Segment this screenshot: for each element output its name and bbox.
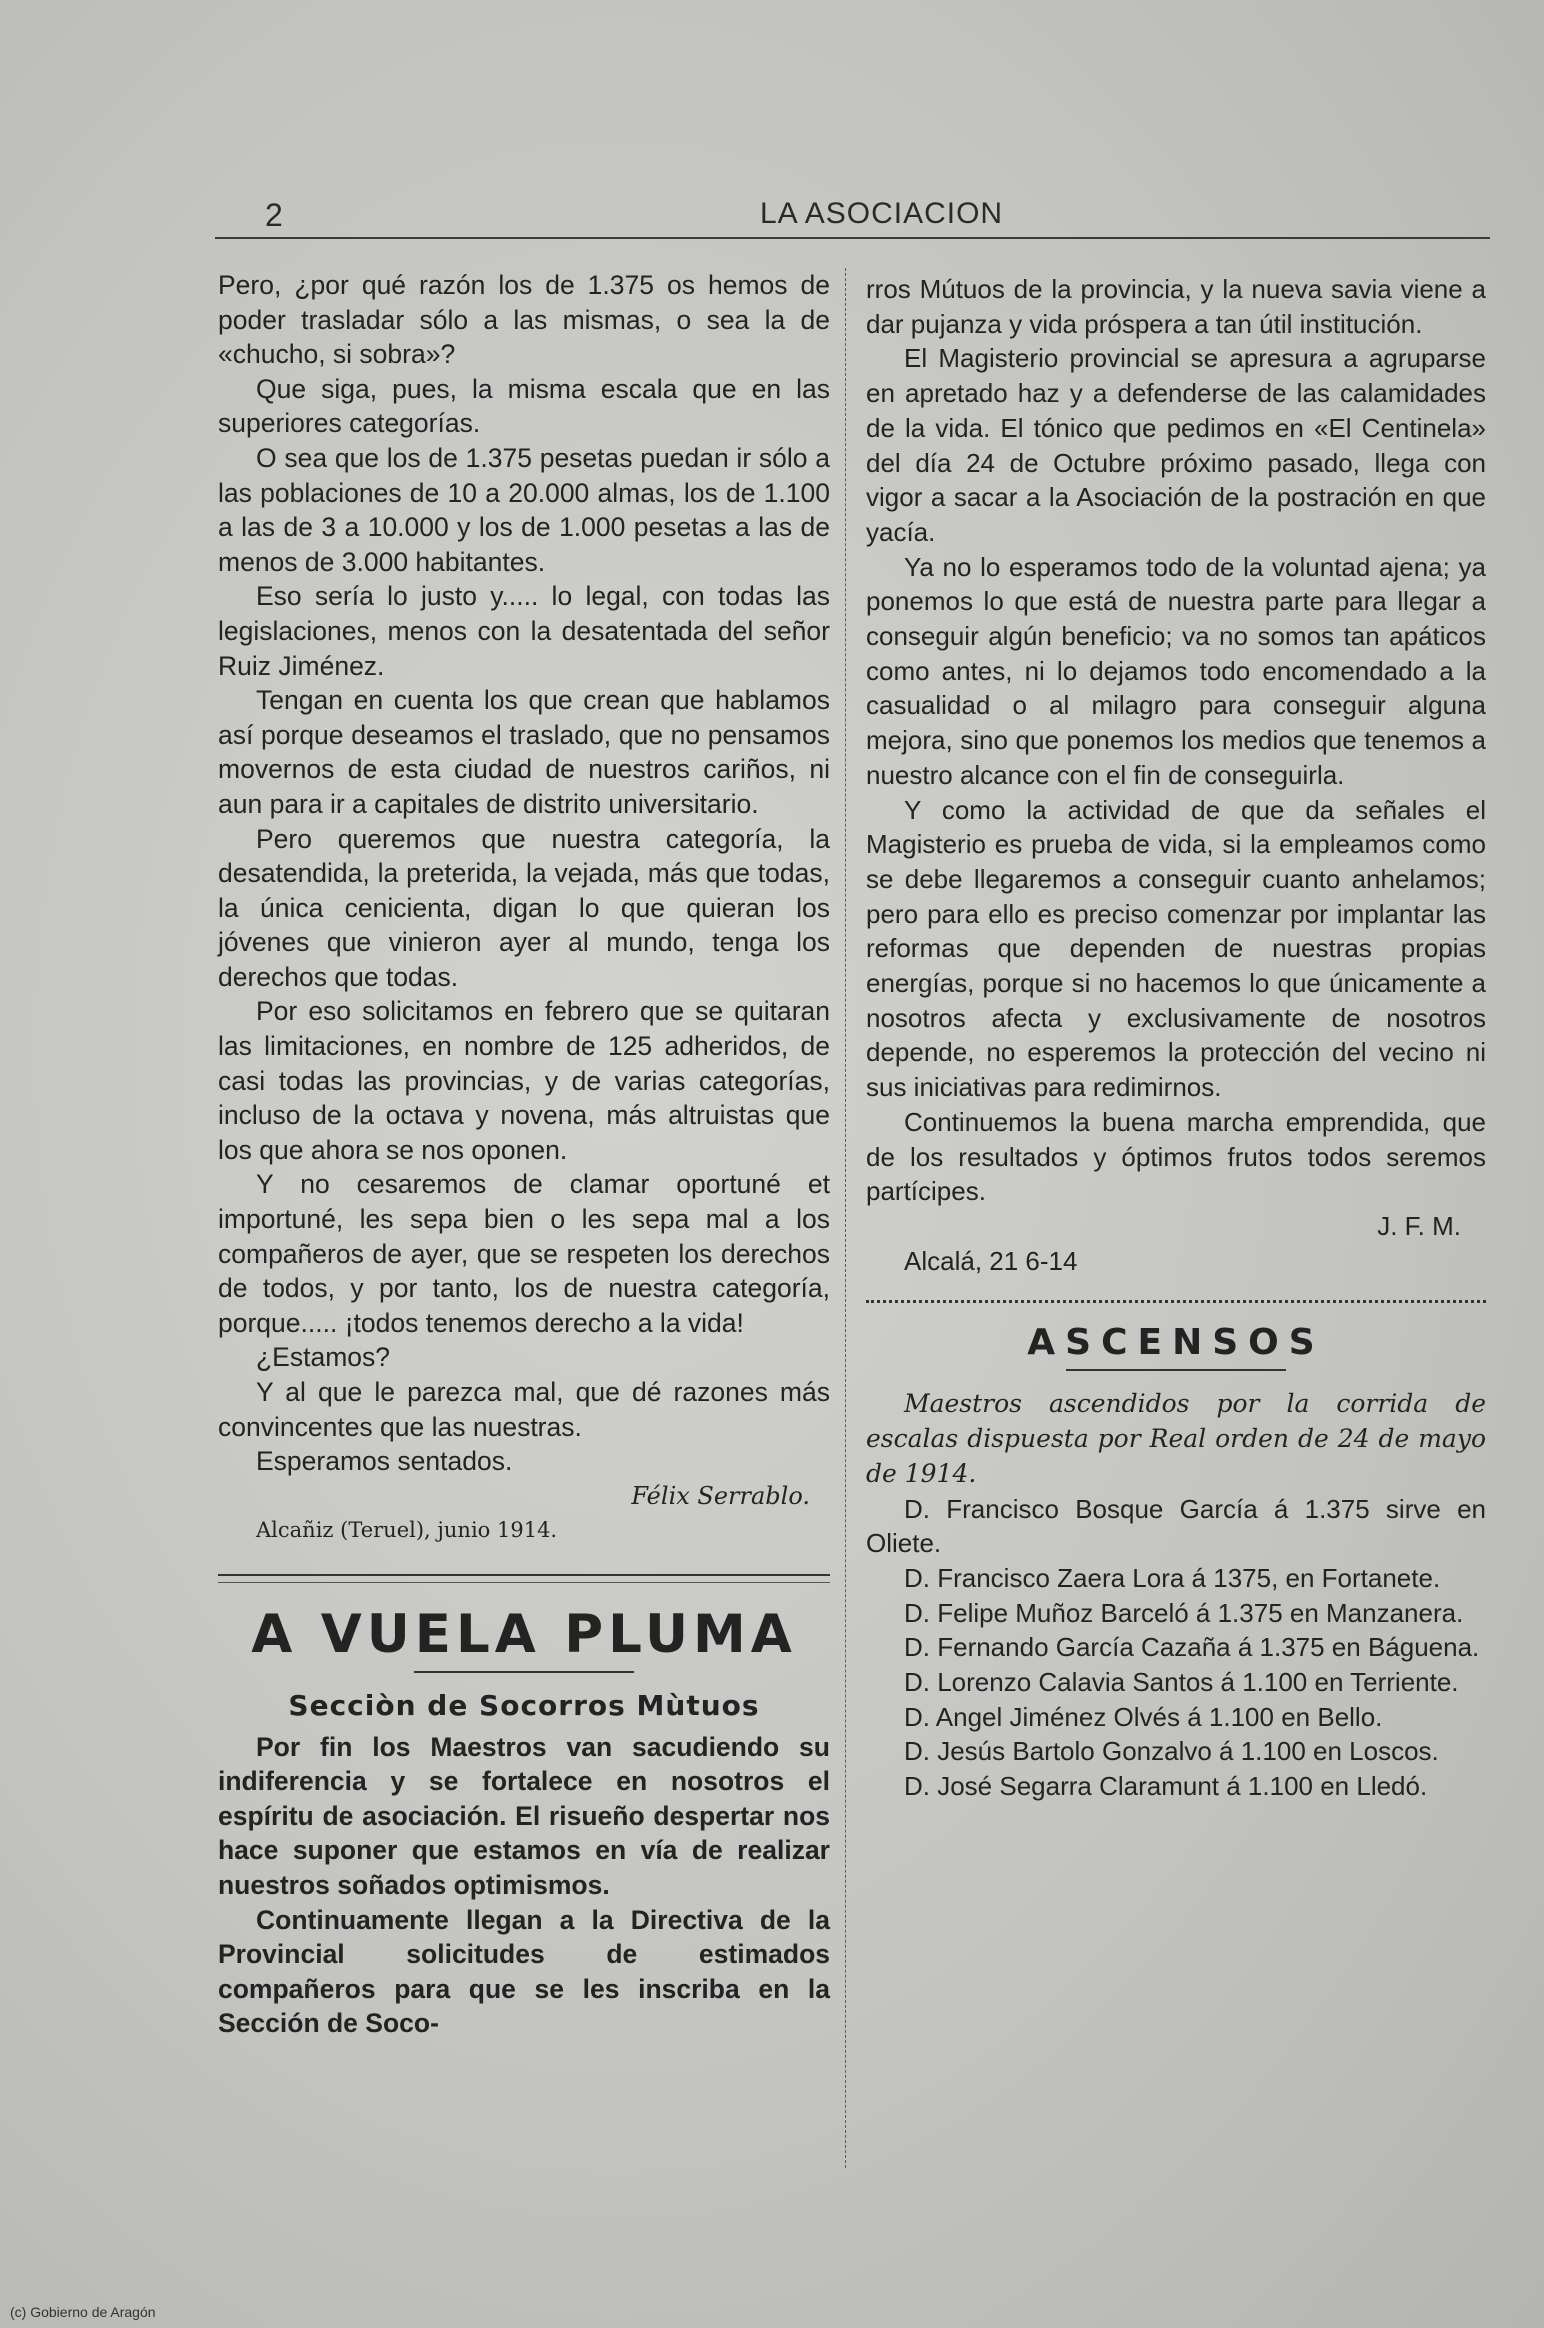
article-paragraph: Continuemos la buena marcha emprendida, que de los resultados y óptimos frutos todos seremos partícipes.	[866, 1106, 1486, 1207]
article-paragraph: rros Mútuos de la provincia, y la nueva savia viene a dar pujanza y vida próspera a tan útil institución.	[866, 274, 1486, 339]
list-item: D. Jesús Bartolo Gonzalvo á 1.100 en Loscos.	[904, 1736, 1439, 1767]
article-paragraph: Continuamente llegan a la Directiva de la Provincial solicitudes de estimados compañeros para que se les inscriba en la Sección de Soco-	[218, 1904, 830, 2039]
page-header	[215, 197, 1490, 247]
section-divider	[866, 1300, 1486, 1303]
left-column	[218, 268, 830, 2041]
title-underline	[414, 1671, 634, 1673]
article-signature: Félix Serrablo.	[631, 1481, 810, 1510]
list-item: D. Fernando García Cazaña á 1.375 en Báguena.	[904, 1632, 1480, 1663]
article-initials: J. F. M.	[1377, 1210, 1461, 1241]
list-item: D. Felipe Muñoz Barceló á 1.375 en Manzanera.	[904, 1597, 1464, 1628]
list-item: D. Francisco Bosque García á 1.375 sirve en Oliete.	[866, 1493, 1486, 1559]
list-item: D. Angel Jiménez Olvés á 1.100 en Bello.	[904, 1701, 1383, 1732]
article-paragraph: ¿Estamos?	[256, 1342, 391, 1373]
article-paragraph: Por eso solicitamos en febrero que se quitaran las limitaciones, en nombre de 125 adheridos, de casi todas las provincias, y de varias categorías, incluso de la octava y novena, más altruistas que los que ahora se nos oponen.	[218, 996, 830, 1165]
list-item: D. José Segarra Claramunt á 1.100 en Lledó.	[904, 1771, 1428, 1802]
column-divider	[845, 268, 846, 2168]
ascensos-intro: Maestros ascendidos por la corrida de escalas dispuesta por Real orden de 24 de mayo de 1914.	[866, 1389, 1486, 1488]
article-paragraph: Y no cesaremos de clamar oportuné et importuné, les sepa bien o les sepa mal a los compañeros de ayer, que se respeten los derechos de todos, y por tanto, los de nuestra categoría, porque..... ¡todos tenemos derecho a la vida!	[218, 1169, 830, 1338]
list-item: D. Francisco Zaera Lora á 1375, en Fortanete.	[904, 1562, 1441, 1593]
article-paragraph: O sea que los de 1.375 pesetas puedan ir sólo a las poblaciones de 10 a 20.000 almas, los de 1.100 a las de 3 a 10.000 y los de 1.000 pesetas a las de menos de 3.000 habitantes.	[218, 442, 830, 577]
article-paragraph: Pero queremos que nuestra categoría, la desatendida, la preterida, la vejada, más que todas, la única cenicienta, digan lo que quieran los jóvenes que vinieron ayer al mundo, tenga los derechos que todas.	[218, 823, 830, 992]
section-divider	[218, 1574, 830, 1583]
article-paragraph: Ya no lo esperamos todo de la voluntad ajena; ya ponemos lo que está de nuestra parte para llegar a conseguir algún beneficio; va no somos tan apáticos como antes, ni lo dejamos todo encomendado a la casualidad o al milagro para conseguir alguna mejora, sino que ponemos los medios que tenemos a nuestro alcance con el fin de conseguirla.	[866, 551, 1486, 790]
article-paragraph: Que siga, pues, la misma escala que en las superiores categorías.	[218, 373, 830, 439]
subsection-title: Secciòn de Socorros Mùtuos	[288, 1688, 760, 1722]
article-paragraph: El Magisterio provincial se apresura a agruparse en apretado haz y a defenderse de las calamidades de la vida. El tónico que pedimos en «El Centinela» del día 24 de Octubre próximo pasado, llega con vigor a sacar a la Asociación de la postración en que yacía.	[866, 343, 1486, 547]
right-column	[866, 272, 1486, 1804]
article-paragraph: Eso sería lo justo y..... lo legal, con todas las legislaciones, menos con la desatentada del señor Ruiz Jiménez.	[218, 581, 830, 681]
article-paragraph: Por fin los Maestros van sacudiendo su indiferencia y se fortalece en nosotros el espíritu de asociación. El risueño despertar nos hace suponer que estamos en vía de realizar nuestros soñados optimismos.	[218, 1731, 830, 1900]
article-paragraph: Tengan en cuenta los que crean que hablamos así porque deseamos el traslado, que no pensamos movernos de esta ciudad de nuestros cariños, ni aun para ir a capitales de distrito universitario.	[218, 685, 830, 819]
running-title: LA ASOCIACION	[760, 197, 1004, 230]
section-title: A VUELA PLUMA	[251, 1603, 797, 1665]
article-dateline: Alcalá, 21 6-14	[904, 1245, 1078, 1276]
header-rule	[215, 237, 1490, 239]
ascensos-title: ASCENSOS	[1027, 1322, 1325, 1364]
article-paragraph: Pero, ¿por qué razón los de 1.375 os hemos de poder trasladar sólo a las mismas, o sea la de «chucho, si sobra»?	[218, 270, 830, 370]
title-underline	[1066, 1369, 1286, 1371]
page-number: 2	[265, 197, 283, 233]
image-credit: (c) Gobierno de Aragón	[10, 2304, 156, 2320]
article-paragraph: Y al que le parezca mal, que dé razones más convincentes que las nuestras.	[218, 1377, 830, 1442]
article-paragraph: Y como la actividad de que da señales el Magisterio es prueba de vida, si la empleamos como se debe llegaremos a conseguir cuanto anhelamos; pero para ello es preciso comenzar por implantar las reformas que dependen de nuestras propias energías, porque si no hacemos lo que únicamente a nosotros afecta y exclusivamente de nosotros depende, no esperemos la protección del vecino ni sus iniciativas para redimirnos.	[866, 794, 1486, 1103]
article-dateline: Alcañiz (Teruel), junio 1914.	[256, 1518, 558, 1543]
ascensos-list	[866, 1492, 1486, 1804]
list-item: D. Lorenzo Calavia Santos á 1.100 en Terriente.	[904, 1667, 1459, 1698]
article-paragraph: Esperamos sentados.	[256, 1446, 513, 1477]
